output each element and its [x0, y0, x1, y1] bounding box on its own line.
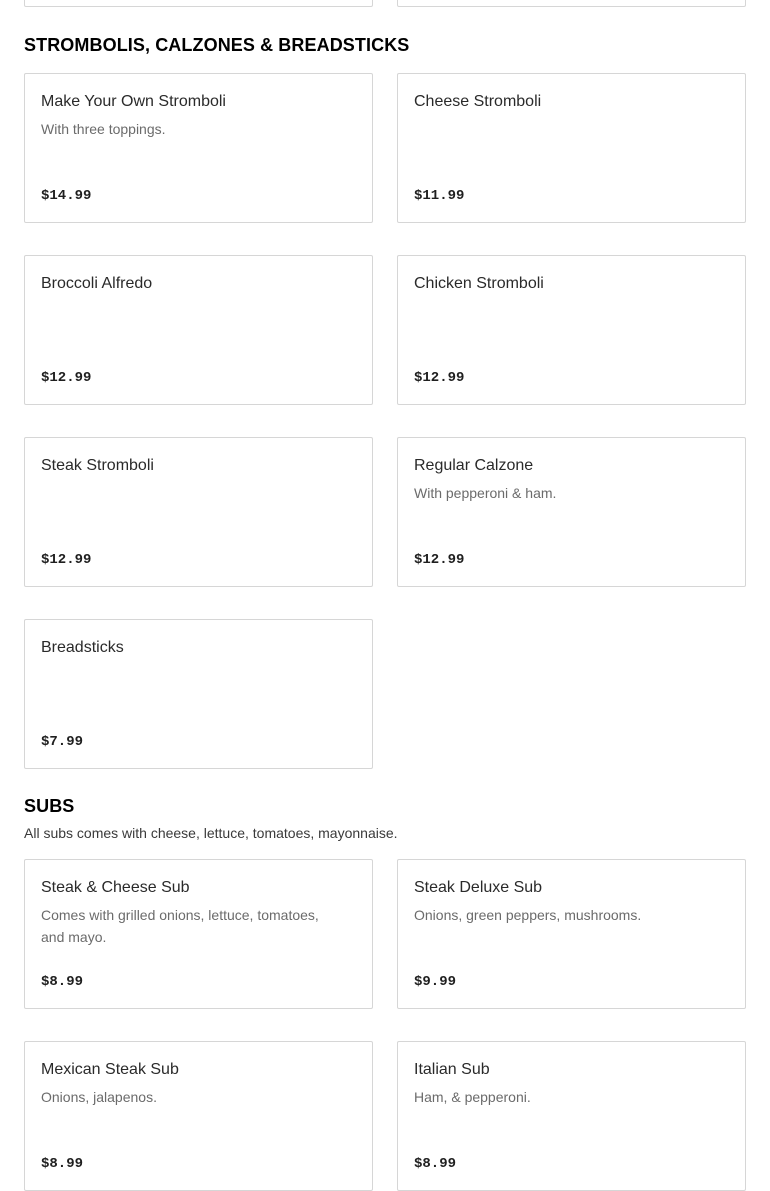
menu-page [24, 0, 746, 1191]
item-name: Mexican Steak Sub [41, 1061, 179, 1078]
item-description: Onions, jalapenos. [41, 1089, 157, 1105]
item-description: Ham, & pepperoni. [414, 1089, 531, 1105]
item-description: Onions, green peppers, mushrooms. [414, 907, 642, 923]
menu-item-grid [24, 859, 746, 1191]
item-name: Steak Stromboli [41, 457, 154, 474]
item-name: Chicken Stromboli [414, 275, 544, 292]
item-price: $12.99 [414, 552, 465, 568]
menu-item-card[interactable] [24, 859, 373, 1009]
item-price: $11.99 [414, 188, 465, 204]
menu-item-grid [24, 73, 746, 769]
menu-item-card[interactable] [397, 255, 746, 405]
menu-item-card[interactable] [24, 1041, 373, 1191]
previous-section-cards [24, 0, 746, 8]
item-description: With pepperoni & ham. [414, 485, 557, 501]
item-description: Comes with grilled onions, lettuce, tomatoes, and mayo. [41, 907, 319, 945]
item-name: Broccoli Alfredo [41, 275, 153, 292]
menu-item-card[interactable] [24, 619, 373, 769]
menu-item-card[interactable] [397, 1041, 746, 1191]
menu-item-card[interactable] [397, 73, 746, 223]
section-title: STROMBOLIS, CALZONES & BREADSTICKS [24, 35, 410, 55]
item-name: Italian Sub [414, 1061, 490, 1078]
menu-item-card[interactable] [24, 437, 373, 587]
section-title: SUBS [24, 796, 75, 816]
item-price: $8.99 [414, 1156, 457, 1172]
menu-section-subs [24, 795, 746, 1191]
item-price: $12.99 [41, 552, 92, 568]
item-price: $9.99 [414, 974, 457, 990]
item-price: $8.99 [41, 974, 84, 990]
item-price: $12.99 [41, 370, 92, 386]
menu-item-card[interactable] [24, 255, 373, 405]
menu-item-card[interactable] [24, 73, 373, 223]
menu-item-card[interactable] [397, 859, 746, 1009]
item-name: Cheese Stromboli [414, 93, 542, 110]
item-price: $8.99 [41, 1156, 84, 1172]
item-name: Make Your Own Stromboli [41, 93, 226, 110]
item-price: $7.99 [41, 734, 84, 750]
menu-item-card[interactable] [397, 437, 746, 587]
item-description: With three toppings. [41, 121, 166, 137]
item-name: Steak Deluxe Sub [414, 879, 543, 896]
item-name: Breadsticks [41, 639, 124, 656]
section-note: All subs comes with cheese, lettuce, tomatoes, mayonnaise. [24, 825, 398, 841]
menu-item-card[interactable] [24, 0, 373, 7]
item-price: $12.99 [414, 370, 465, 386]
menu-item-card[interactable] [397, 0, 746, 7]
item-name: Regular Calzone [414, 457, 534, 474]
menu-section-strombolis [24, 34, 746, 769]
item-name: Steak & Cheese Sub [41, 879, 190, 896]
item-price: $14.99 [41, 188, 92, 204]
